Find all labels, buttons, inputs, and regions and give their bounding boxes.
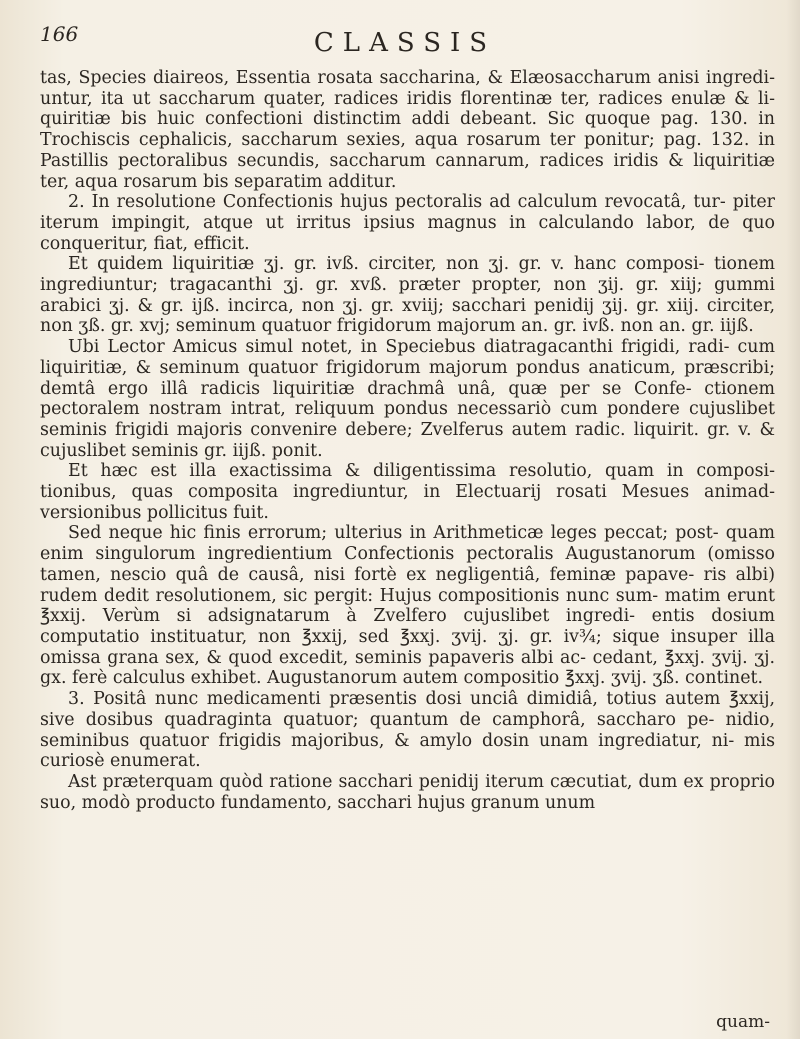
paragraph-1: tas, Species diaireos, Essentia rosata saccharina, & Elæosaccharum anisi ingredi- untur, ita ut saccharum quater, radices iridis florentinæ ter, radices enulæ & li- quiritiæ bis huic confectioni distinctim addi debeant. Sic quoque pag. 130. in Trochiscis cephalicis, saccharum sexies, aqua rosarum ter ponitur; pag. 132. in Pastillis pectoralibus secundis, saccharum cannarum, radices iridis & liquiritiæ ter, aqua rosarum bis separatim additur. bbox=[40, 68, 775, 192]
paragraph-3: Et quidem liquiritiæ ʒj. gr. ivß. circiter, non ʒj. gr. v. hanc composi- tionem ingrediuntur; tragacanthi ʒj. gr. xvß. præter propter, non ʒij. gr. xiij; gummi arabici ʒj. & gr. ijß. incirca, non ʒj. gr. xviij; sacchari penidij ʒij. gr. xiij. circiter, non ʒß. gr. xvj; seminum quatuor frigidorum majorum an. gr. ivß. non an. gr. iijß. bbox=[40, 254, 775, 337]
page-header bbox=[40, 22, 770, 62]
paragraph-8: Ast præterquam quòd ratione sacchari penidij iterum cæcutiat, dum ex proprio suo, modò producto fundamento, sacchari hujus granum unum bbox=[40, 771, 775, 813]
paragraph-7: 3. Positâ nunc medicamenti præsentis dosi unciâ dimidiâ, totius autem ℥xxij, sive dosibus quadraginta quatuor; quantum de camphorâ, saccharo pe- nidio, seminibus quatuor frigidis majoribus, & amylo dosin unam ingrediatur, ni- mis curiosè enumerat. bbox=[40, 689, 775, 772]
catchword: quam- bbox=[716, 1012, 770, 1032]
body-text bbox=[40, 68, 775, 813]
paragraph-5: Et hæc est illa exactissima & diligentissima resolutio, quam in composi- tionibus, quas composita ingrediuntur, in Electuarij rosati Mesues animad- versionibus pollicitus fuit. bbox=[40, 461, 775, 523]
page-number: 166 bbox=[40, 22, 79, 46]
page-edge-shadow bbox=[786, 0, 800, 1039]
running-head: CLASSIS bbox=[313, 28, 497, 58]
paragraph-6: Sed neque hic finis errorum; ulterius in Arithmeticæ leges peccat; post- quam enim singulorum ingredientium Confectionis pectoralis Augustanorum (omisso tamen, nescio quâ de causâ, nisi fortè ex negligentiâ, feminæ papave- ris albi) rudem dedit resolutionem, sic pergit: Hujus compositionis nunc sum- matim erunt ℥xxij. Verùm si adsignatarum à Zvelfero cujuslibet ingredi- entis dosium computatio instituatur, non ℥xxij, sed ℥xxj. ʒvij. ʒj. gr. iv¾; sique insuper illa omissa grana sex, & quod excedit, seminis papaveris albi ac- cedant, ℥xxj. ʒvij. ʒj. gx. ferè calculus exhibet. Augustanorum autem compositio ℥xxj. ʒvij. ʒß. continet. bbox=[40, 523, 775, 689]
paragraph-4: Ubi Lector Amicus simul notet, in Speciebus diatragacanthi frigidi, radi- cum liquiritiæ, & seminum quatuor frigidorum majorum pondus anaticum, præscribi; demtâ ergo illâ radicis liquiritiæ drachmâ unâ, quæ per se Confe- ctionem pectoralem nostram intrat, reliquum pondus necessariò cum pondere cujuslibet seminis frigidi majoris convenire debere; Zvelferus autem radic. liquirit. gr. v. & cujuslibet seminis gr. iijß. ponit. bbox=[40, 337, 775, 461]
paragraph-2: 2. In resolutione Confectionis hujus pectoralis ad calculum revocatâ, tur- piter iterum impingit, atque ut irritus ipsius magnus in calculando labor, de quo conqueritur, fiat, efficit. bbox=[40, 192, 775, 254]
